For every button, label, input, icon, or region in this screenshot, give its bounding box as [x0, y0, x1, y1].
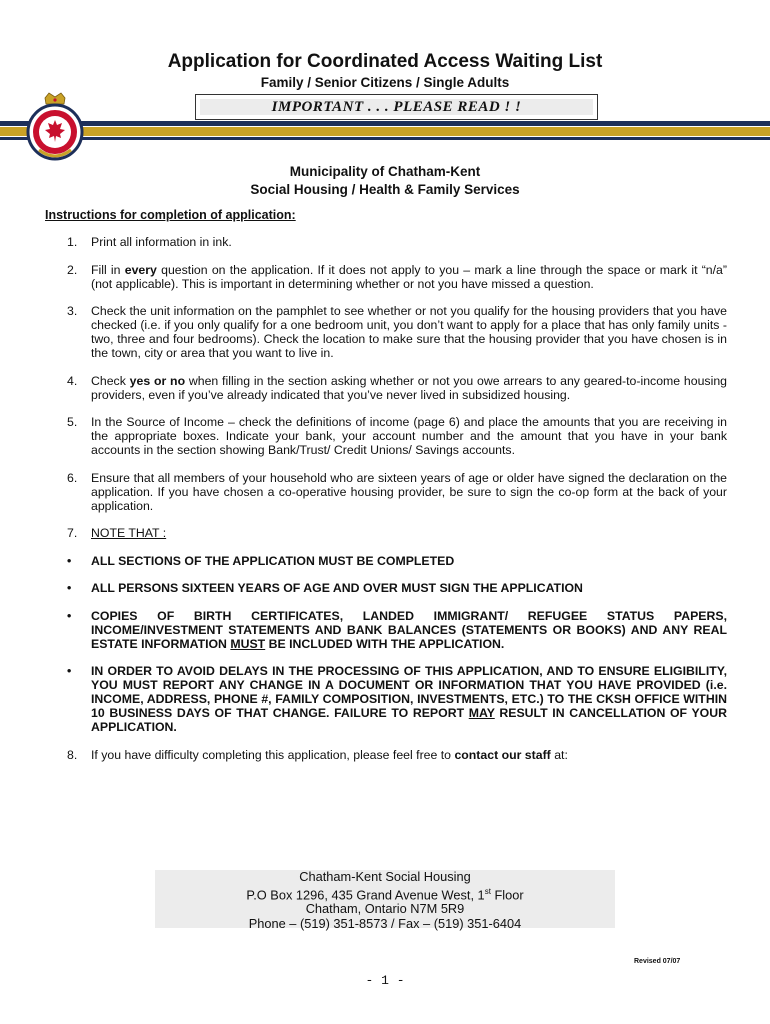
- department-name: Social Housing / Health & Family Services: [250, 182, 520, 197]
- bullet-icon: •: [67, 608, 72, 623]
- instruction-item-4: 4. Check yes or no when filling in the section asking whether or not you owe arrears to any geared-to-income housing providers, even if you’ve already indicated that you’ve never lived in subsidized housing.: [67, 373, 727, 402]
- instruction-item-6: 6. Ensure that all members of your household who are sixteen years of age or older have signed the declaration on the application. If you have chosen a co-operative housing provider, be sure to sign the co-op form at the back of your application.: [67, 470, 727, 513]
- header-band-gold: [0, 127, 770, 136]
- bullet-icon: •: [67, 664, 72, 678]
- instruction-item-3: 3. Check the unit information on the pamphlet to see whether or not you qualify for the housing providers that you have checked (i.e. if you only qualify for a one bedroom unit, you don’t want to apply for a place that has only family units - two, three and four bedrooms). Check the location to make sure that the housing provider that you have chosen is in the town, city or area that you want to live in.: [67, 304, 727, 360]
- page-number: - 1 -: [365, 973, 405, 988]
- document-title: Application for Coordinated Access Waiting List: [167, 51, 603, 72]
- revision-date: Revised 07/07: [634, 958, 681, 965]
- instruction-item-7-note: 7. NOTE THAT :: [67, 526, 167, 540]
- instructions-list: [67, 235, 727, 775]
- contact-info-box: [155, 869, 615, 931]
- instructions-heading: Instructions for completion of application:: [45, 208, 296, 222]
- bullet-icon: •: [67, 581, 72, 595]
- municipality-heading: [0, 163, 770, 199]
- contact-organization: Chatham-Kent Social Housing: [299, 869, 471, 884]
- municipality-name: Municipality of Chatham-Kent: [289, 164, 481, 179]
- contact-address: P.O Box 1296, 435 Grand Avenue West, 1st Floor: [246, 886, 524, 902]
- important-notice-text: IMPORTANT . . . PLEASE READ ! !: [271, 98, 522, 115]
- bullet-icon: •: [67, 553, 72, 568]
- header-band-navy: [0, 121, 770, 126]
- note-bullet-1: • ALL SECTIONS OF THE APPLICATION MUST BE COMPLETED: [67, 553, 455, 568]
- note-bullet-4: • IN ORDER TO AVOID DELAYS IN THE PROCESSING OF THIS APPLICATION, AND TO ENSURE ELIGIBILITY, YOU MUST REPORT ANY CHANGE IN A DOCUMENT OR INFORMATION THAT YOU HAVE PROVIDED (i.e. INCOME, ADDRESS, PHONE #, FAMILY COMPOSITION, INVESTMENTS, ETC.) TO THE CKSH OFFICE WITHIN 10 BUSINESS DAYS OF THAT CHANGE. FAILURE TO REPORT MAY RESULT IN CANCELLATION OF YOUR APPLICATION.: [67, 664, 728, 734]
- note-bullet-2: • ALL PERSONS SIXTEEN YEARS OF AGE AND OVER MUST SIGN THE APPLICATION: [67, 581, 583, 595]
- contact-phone: Phone – (519) 351-8573 / Fax – (519) 351-6404: [248, 915, 522, 931]
- header-band-navy-lower: [0, 137, 770, 140]
- contact-city: Chatham, Ontario N7M 5R9: [305, 901, 465, 917]
- note-bullet-3: • COPIES OF BIRTH CERTIFICATES, LANDED IMMIGRANT/ REFUGEE STATUS PAPERS, INCOME/INVESTMENT STATEMENTS AND BANK BALANCES (STATEMENTS OR BOOKS) AND ANY REAL ESTATE INFORMATION MUST BE INCLUDED WITH THE APPLICATION.: [67, 608, 727, 651]
- instruction-item-5: 5. In the Source of Income – check the definitions of income (page 6) and place the amounts that you are receiving in the appropriate boxes. Indicate your bank, your account number and the amount that you have in your bank accounts in the section showing Bank/Trust/ Credit Unions/ Savings accounts.: [67, 415, 727, 457]
- document-subtitle: Family / Senior Citizens / Single Adults: [260, 75, 510, 90]
- instruction-item-2: 2. Fill in every question on the application. If it does not apply to you – mark a line through the space or mark it “n/a” (not applicable). This is important in determining whether or not you have missed a question.: [67, 262, 727, 291]
- instruction-item-1: 1. Print all information in ink.: [67, 235, 232, 249]
- instruction-item-8: 8. If you have difficulty completing this application, please feel free to contact our staff at:: [67, 747, 568, 762]
- important-notice-box: [195, 94, 598, 120]
- chatham-kent-crest-logo: [17, 92, 93, 164]
